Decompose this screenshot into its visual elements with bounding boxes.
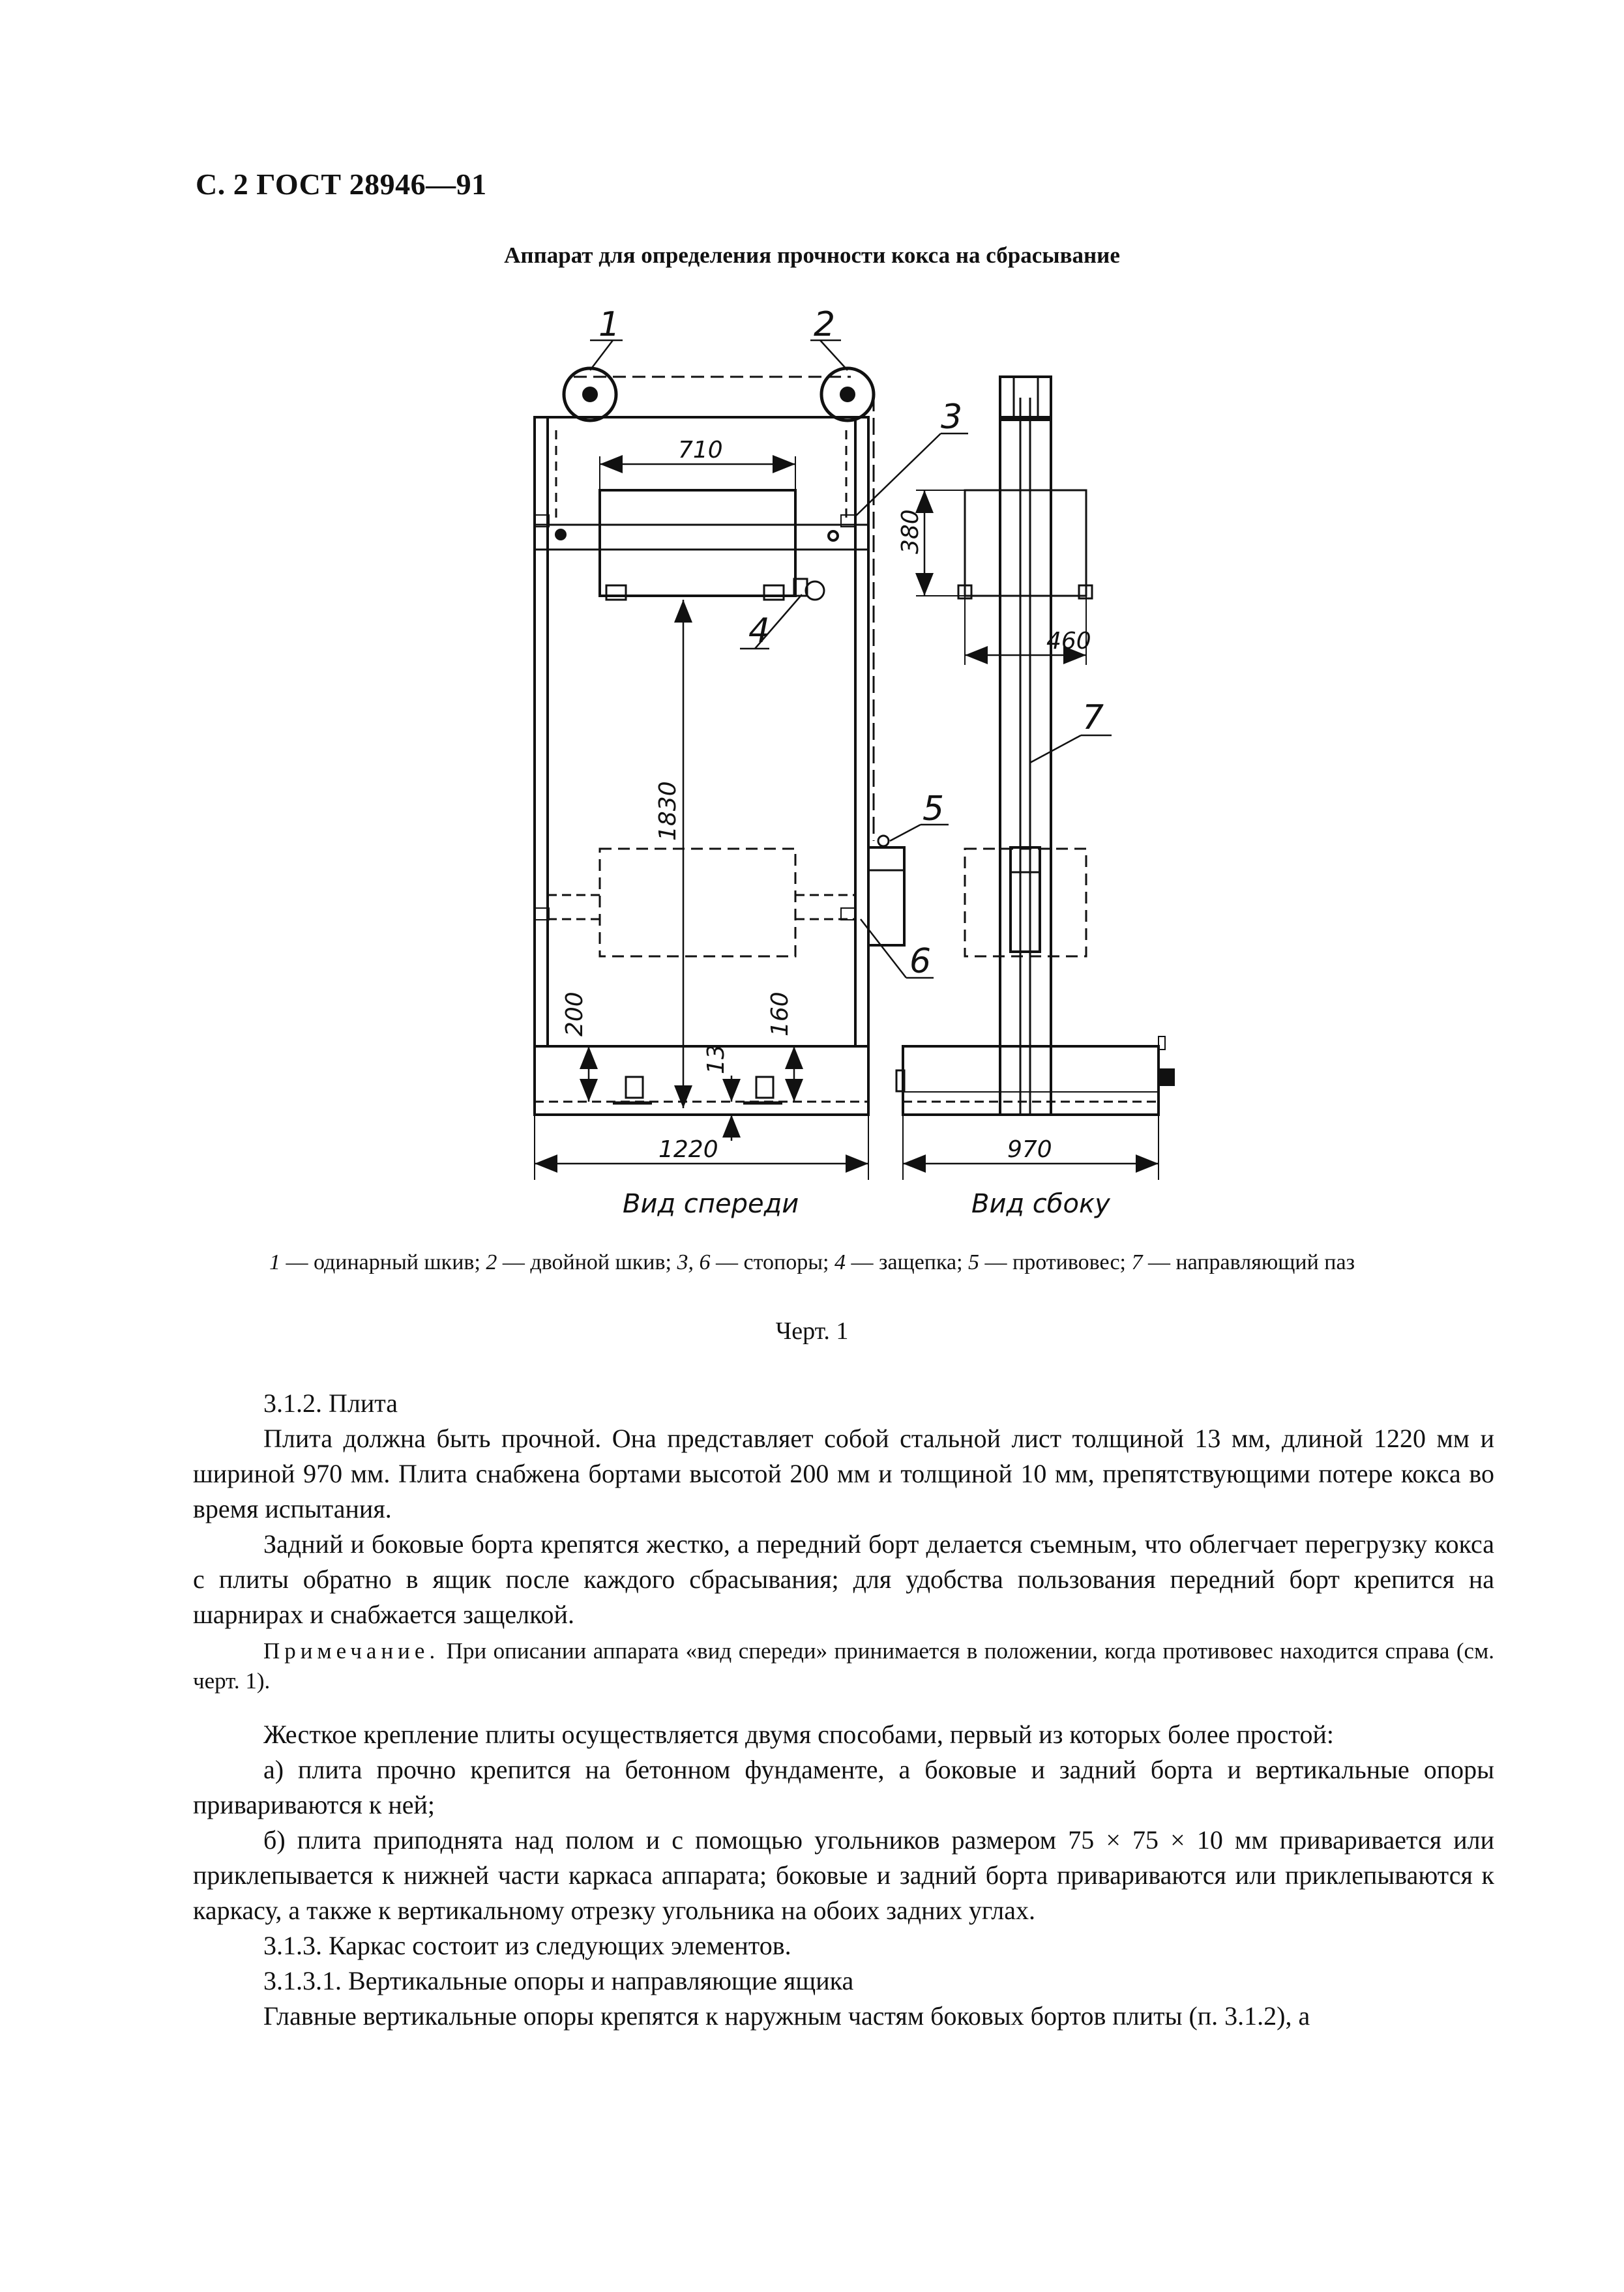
paragraph: Жесткое крепление плиты осуществляется двумя способами, первый из которых более простой:: [263, 1720, 1334, 1749]
legend-text: — защепка;: [846, 1250, 969, 1274]
list-item-b: б) плита приподнята над полом и с помощью угольников размером 75 × 75 × 10 мм приваривается или приклепывается к нижней части каркаса аппарата; боковые и задний борта привариваются или приклепываются к каркасу, а также к вертикальному отрезку угольника на обоих задних углах.: [193, 1825, 1494, 1925]
plate: [535, 1046, 868, 1115]
section-title: 3.1.3.1. Вертикальные опоры и направляющие ящика: [263, 1966, 854, 1995]
legend-num: 2: [486, 1250, 497, 1274]
legend-text: — стопоры;: [710, 1250, 835, 1274]
section-3-1-2: [193, 1386, 1494, 1632]
dim-380: 380: [897, 509, 924, 554]
legend-text: — противовес;: [979, 1250, 1132, 1274]
view-front-label: Вид спереди: [623, 1189, 799, 1219]
legend-num: 3, 6: [677, 1250, 711, 1274]
leader-1: 1: [598, 305, 621, 344]
legend-num: 7: [1131, 1250, 1143, 1274]
legend-num: 4: [834, 1250, 846, 1274]
figure-caption: Черт. 1: [775, 1317, 849, 1345]
section-title: 3.1.2. Плита: [263, 1388, 398, 1418]
dim-160: 160: [767, 992, 793, 1036]
leader-6: 6: [909, 942, 932, 981]
legend-text: — одинарный шкив;: [280, 1250, 486, 1274]
counterweight: [868, 847, 904, 945]
paragraph: Плита должна быть прочной. Она представляет собой стальной лист толщиной 13 мм, длиной 1220 мм и шириной 970 мм. Плита снабжена бортами высотой 200 мм и толщиной 10 мм, препятствующими потере кокса во время испытания.: [193, 1424, 1494, 1523]
dim-13: 13: [703, 1044, 730, 1074]
dim-1220: 1220: [658, 1136, 718, 1163]
page-header: С. 2 ГОСТ 28946—91: [196, 168, 487, 201]
figure-legend: [0, 1250, 1624, 1275]
dim-970: 970: [1007, 1136, 1052, 1163]
legend-text: — направляющий паз: [1142, 1250, 1355, 1274]
legend-num: 5: [968, 1250, 980, 1274]
leader-3: 3: [941, 398, 963, 437]
side-column: [1000, 417, 1051, 1115]
body-continued: [193, 1717, 1494, 2034]
view-side-label: Вид сбоку: [971, 1189, 1110, 1219]
leader-4: 4: [748, 611, 771, 651]
note-text: При описании аппарата «вид спереди» принимается в положении, когда противовес находится справа (см. черт. 1).: [193, 1638, 1494, 1694]
paragraph: Задний и боковые борта крепятся жестко, а передний борт делается съемным, что облегчает перегрузку кокса с плиты обратно в ящик после каждого сбрасывания; для удобства пользования передний борт крепится на шарнирах и снабжается защелкой.: [193, 1529, 1494, 1629]
box-lower: [600, 849, 795, 956]
side-box-upper: [965, 490, 1086, 596]
figure-title: Аппарат для определения прочности кокса на сбрасывание: [504, 242, 1120, 268]
leader-2: 2: [814, 305, 836, 344]
dim-1830: 1830: [655, 781, 681, 841]
section-title: 3.1.3. Каркас состоит из следующих элементов.: [263, 1931, 791, 1960]
leader-5: 5: [923, 789, 945, 829]
dim-200: 200: [561, 992, 588, 1036]
legend-num: 1: [269, 1250, 280, 1274]
dim-710: 710: [678, 437, 723, 463]
list-item-a: а) плита прочно крепится на бетонном фундаменте, а боковые и задний борта и вертикальные опоры привариваются к ней;: [193, 1755, 1494, 1819]
legend-text: — двойной шкив;: [497, 1250, 677, 1274]
note-label: Примечание.: [263, 1638, 440, 1664]
paragraph: Главные вертикальные опоры крепятся к наружным частям боковых бортов плиты (п. 3.1.2), а: [263, 2001, 1310, 2031]
leader-7: 7: [1082, 698, 1104, 737]
note: [193, 1636, 1494, 1696]
box-upper: [600, 490, 795, 596]
dim-460: 460: [1046, 628, 1091, 654]
